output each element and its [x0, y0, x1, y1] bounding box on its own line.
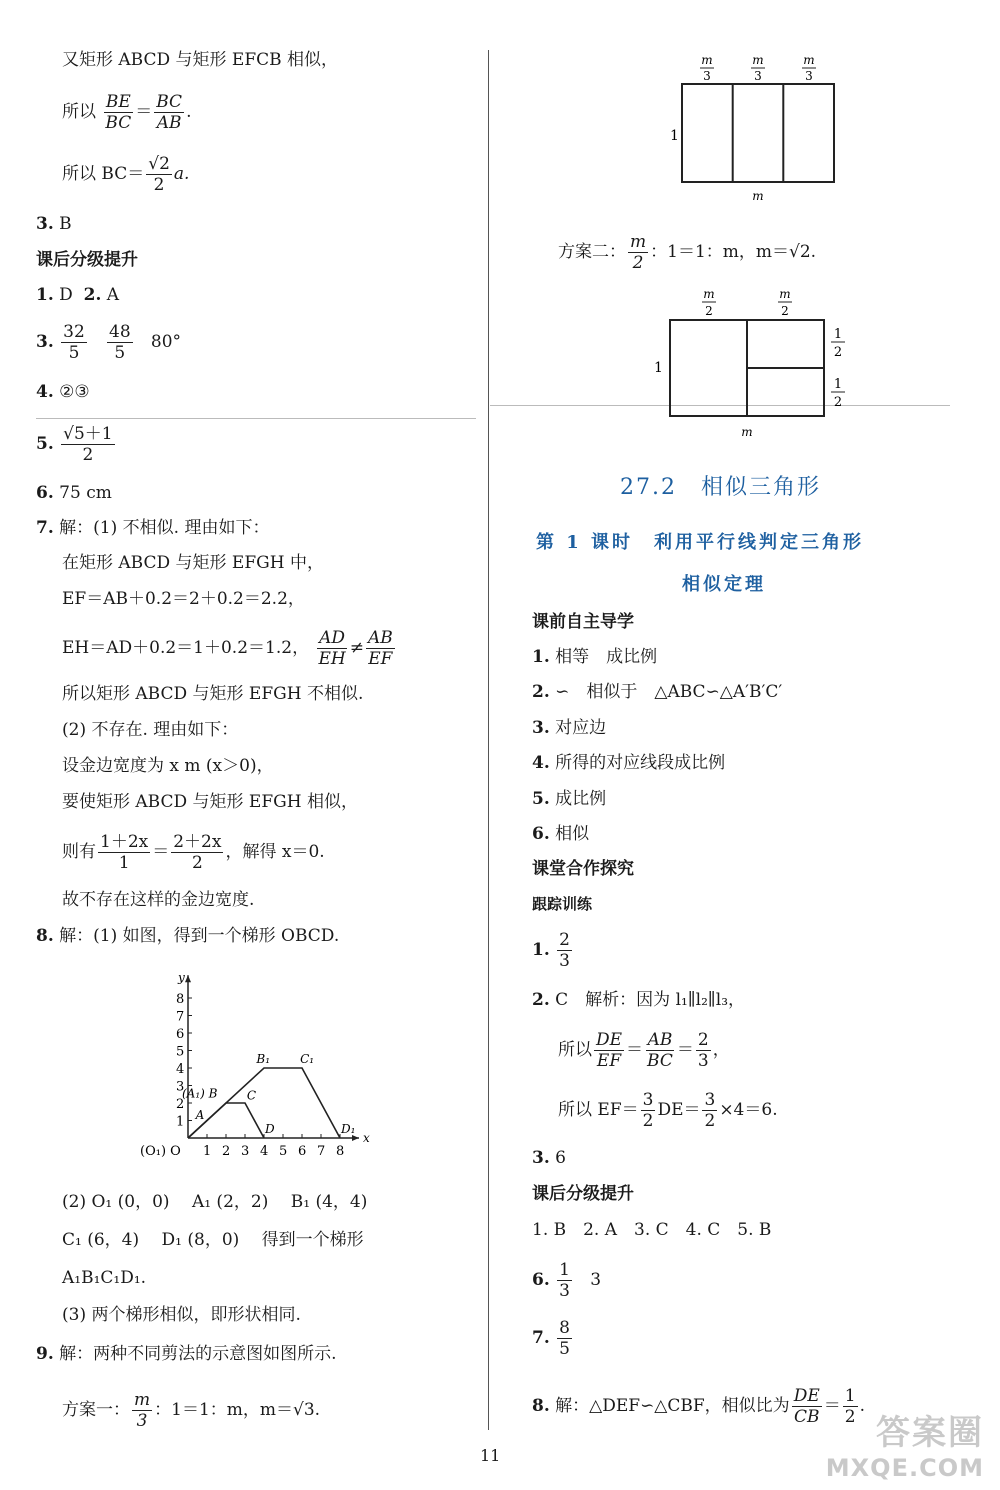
section-heading: 课后分级提升 [532, 1184, 634, 1204]
bottom-label: m [741, 425, 753, 439]
text: 则有 [62, 842, 96, 862]
y-tick-label: 4 [176, 1062, 185, 1077]
side-label: 1 [670, 128, 679, 144]
denominator: AB [156, 113, 182, 133]
text-line: 设金边宽度为 x m (x＞0)， [62, 756, 274, 776]
denominator: 1 [118, 853, 130, 873]
text: 6 [555, 1148, 566, 1168]
answer-4 [36, 380, 90, 404]
q-num: 6. [532, 824, 550, 844]
label-num: m [703, 287, 715, 301]
text: ×4＝6. [719, 1100, 778, 1120]
q-num: 6. [36, 483, 54, 503]
fraction [557, 930, 572, 971]
fraction [696, 1030, 711, 1071]
point-label-D: D [265, 1121, 275, 1136]
ratio-line: 所以 $\frac{BE}{BC}$ ＝ $\frac{BC}{AB}$ . [62, 92, 192, 133]
text: 成比例 [555, 789, 607, 809]
text-line: C₁ (6，4) D₁ (8，0) 得到一个梯形 [62, 1230, 364, 1250]
y-tick-label: 5 [176, 1044, 185, 1060]
side-label: 1 [654, 360, 663, 376]
x-tick-label: 5 [279, 1144, 288, 1159]
answer-3b [36, 322, 181, 363]
text: 方案二： [558, 242, 626, 262]
y-axis-label: y [178, 970, 185, 985]
denominator: EF [596, 1051, 622, 1071]
q-num: 6. [532, 1270, 550, 1290]
q-num: 3. [36, 332, 54, 352]
numerator: 2 [697, 1030, 709, 1050]
denominator: 2 [642, 1111, 654, 1131]
fraction [316, 628, 347, 669]
denominator: 2 [844, 1407, 856, 1427]
numerator: AB [647, 1030, 673, 1050]
numerator: 3 [642, 1090, 654, 1110]
denominator: 5 [114, 343, 126, 363]
numerator: 1＋2x [100, 832, 149, 852]
fraction [594, 1030, 624, 1071]
point-label-C1: C₁ [300, 1051, 315, 1066]
text: B [59, 214, 72, 234]
text: 解：(1) 不相似. 理由如下： [59, 518, 270, 538]
denominator: 2 [632, 253, 644, 273]
label-den: 3 [703, 69, 711, 83]
x-tick-label: 7 [317, 1144, 326, 1159]
q-num: 7. [36, 518, 54, 538]
pre-3 [532, 716, 606, 740]
text-line: 则有 $\frac{1+2x}{1}$ ＝ $\frac{2+2x}{2}$ ，解得 x＝0. [62, 832, 325, 873]
text: 解：(1) 如图，得到一个梯形 OBCD. [59, 926, 340, 946]
text: ②③ [59, 382, 90, 402]
text: 所得的对应线段成比例 [555, 753, 726, 773]
pre-6 [532, 822, 589, 846]
y-tick-label: 7 [176, 1009, 185, 1025]
text: 相似 [555, 824, 590, 844]
text-line: 故不存在这样的金边宽度. [62, 890, 255, 910]
fraction [146, 154, 172, 195]
text: C 解析：因为 l₁∥l₂∥l₃， [555, 990, 746, 1010]
q-num: 1. [532, 647, 550, 667]
text: 所以 [62, 102, 96, 122]
fraction [366, 628, 395, 669]
label-num: 1 [833, 377, 843, 392]
numerator: BE [105, 92, 131, 112]
trapezoid-O1B1C1D1 [188, 1068, 340, 1138]
pre-4 [532, 751, 725, 775]
numerator: m [134, 1390, 151, 1410]
watermark [826, 1405, 984, 1482]
x-tick-label: 4 [260, 1144, 269, 1159]
numerator: AB [367, 628, 393, 648]
text-line: 所以矩形 ABCD 与矩形 EFGH 不相似. [62, 684, 364, 704]
text: ：1＝1：m，m＝√3. [154, 1400, 321, 1420]
fraction [645, 1030, 675, 1071]
fraction [702, 1090, 717, 1131]
numerator: m [630, 232, 647, 252]
fraction [628, 232, 648, 273]
text: 所以 [558, 1040, 592, 1060]
answer-8 [36, 924, 339, 948]
y-tick-label: 1 [176, 1114, 185, 1130]
q-num: 5. [36, 434, 54, 454]
y-tick-label: 6 [176, 1027, 185, 1042]
after-8 [532, 1386, 865, 1427]
text: 方案一： [62, 1400, 130, 1420]
label-den: 2 [705, 304, 713, 318]
page-number: 11 [480, 1446, 501, 1465]
section-heading: 课前自主导学 [532, 612, 634, 632]
numerator: DE [793, 1386, 820, 1406]
numerator: AD [319, 628, 346, 648]
q-num: 3. [532, 1148, 550, 1168]
numerator: BC [156, 92, 183, 112]
column-divider [488, 50, 489, 1430]
text: . [859, 1396, 865, 1416]
x-tick-label: 3 [241, 1144, 250, 1159]
after-6 [532, 1260, 601, 1301]
answer-6 [36, 481, 112, 505]
text: 3 [590, 1270, 602, 1290]
fraction [61, 424, 114, 465]
q-num: 1. [36, 285, 54, 305]
text-line: (2) O₁ (0，0) A₁ (2，2) B₁ (4，4) [62, 1192, 368, 1212]
track-2 [532, 988, 745, 1012]
numerator: 32 [63, 322, 85, 342]
denominator: 2 [82, 445, 94, 465]
x-tick-label: 1 [203, 1144, 212, 1159]
x-axis-label: x [363, 1131, 370, 1145]
label-den: 2 [833, 345, 843, 360]
denominator: BC [647, 1051, 673, 1071]
point-label-C: C [246, 1088, 257, 1103]
watermark-line: MXQE.COM [825, 1454, 984, 1482]
section-title: 27.2 相似三角形 [620, 475, 821, 500]
denominator: 2 [704, 1111, 716, 1131]
text: 80° [150, 332, 182, 352]
plan-two-diagram [642, 284, 882, 444]
text: ，解得 x＝0. [225, 842, 325, 862]
x-axis-arrow [352, 1135, 359, 1141]
q-num: 2. [532, 682, 550, 702]
text: a. [173, 164, 190, 184]
denominator: BC [105, 113, 132, 133]
answer-7 [36, 516, 269, 540]
q-num: 2. [532, 990, 550, 1010]
text: ：1＝1：m，m＝√2. [650, 242, 817, 262]
text: EH＝AD＋0.2＝1＋0.2＝1.2， [62, 638, 310, 658]
lesson-title: 第 1 课时 利用平行线判定三角形 [536, 532, 865, 553]
x-tick-label: 6 [298, 1144, 307, 1159]
track-1 [532, 930, 574, 971]
q-num: 8. [532, 1396, 550, 1416]
top-label [700, 53, 816, 83]
q-num: 8. [36, 926, 54, 946]
pre-5 [532, 787, 606, 811]
y-tick-label: 3 [176, 1079, 185, 1095]
result-line [62, 154, 189, 195]
fraction [132, 1390, 152, 1431]
plan-two [558, 232, 816, 273]
text: 所以 BC＝ [62, 164, 145, 184]
text-line: A₁B₁C₁D₁. [62, 1268, 147, 1288]
denominator: 2 [191, 853, 203, 873]
text-line: 所以 $\frac{DE}{EF}$ ＝ $\frac{AB}{BC}$ ＝ $\frac{2}{3}$ ， [558, 1030, 730, 1071]
fraction [103, 92, 133, 133]
q-num: 3. [36, 214, 54, 234]
denominator: 5 [559, 1339, 570, 1359]
numerator: 2 [559, 930, 570, 950]
y-tick-label: 8 [176, 992, 185, 1007]
label-den: 2 [781, 304, 789, 318]
text-line: EF＝AB＋0.2＝2＋0.2＝2.2， [62, 589, 305, 609]
text: ∽ 相似于 △ABC∽△A′B′C′ [555, 682, 783, 702]
section-heading: 课后分级提升 [36, 250, 138, 270]
sub-heading: 跟踪训练 [532, 895, 593, 913]
pre-1 [532, 645, 657, 669]
label-num: m [779, 287, 791, 301]
label-num: m [701, 53, 713, 67]
answer-1-2 [36, 283, 119, 307]
numerator: DE [596, 1030, 623, 1050]
q-num: 5. [532, 789, 550, 809]
text: DE＝ [657, 1100, 701, 1120]
denominator: 3 [559, 951, 570, 971]
denominator: 5 [68, 343, 80, 363]
y-tick-label: 2 [176, 1097, 185, 1112]
origin-label: (O₁) O [140, 1144, 181, 1159]
text-line [558, 1090, 778, 1131]
q-num: 1. [532, 940, 550, 960]
text: 所以 EF＝ [558, 1100, 639, 1120]
after-7 [532, 1318, 574, 1359]
y-axis-arrow [185, 975, 191, 982]
fraction [154, 92, 184, 133]
point-label-D1: D₁ [341, 1121, 356, 1136]
label-den: 2 [833, 395, 843, 410]
q-num: 9. [36, 1344, 54, 1364]
q-num: 7. [532, 1328, 550, 1348]
fraction [107, 322, 133, 363]
text-line: 要使矩形 ABCD 与矩形 EFGH 相似， [62, 792, 358, 812]
label-num: m [752, 53, 764, 67]
bottom-label: m [752, 189, 764, 203]
text: 相等 成比例 [555, 647, 658, 667]
text-line: 在矩形 ABCD 与矩形 EFGH 中， [62, 553, 324, 573]
numerator: 2＋2x [173, 832, 222, 852]
text-line: (3) 两个梯形相似，即形状相同. [62, 1305, 301, 1325]
section-heading: 课堂合作探究 [532, 859, 634, 879]
text-line: (2) 不存在. 理由如下： [62, 720, 239, 740]
denominator: CB [793, 1407, 820, 1427]
answer-3 [36, 212, 72, 236]
numerator: √2 [148, 154, 170, 174]
label-den: 3 [805, 69, 813, 83]
trapezoid-graph [140, 960, 380, 1160]
fraction [792, 1386, 822, 1427]
text-line: 又矩形 ABCD 与矩形 EFCB 相似， [62, 50, 339, 70]
label-num: m [803, 53, 815, 67]
numerator: 3 [704, 1090, 716, 1110]
numerator: √5＋1 [63, 424, 113, 444]
denominator: 2 [153, 175, 165, 195]
fraction [171, 832, 223, 873]
x-tick-label: 8 [336, 1144, 345, 1159]
plan-one-diagram [662, 50, 862, 210]
text: ＝ [823, 1396, 841, 1416]
watermark-line: 答案圈 [876, 1413, 984, 1453]
track-3 [532, 1146, 566, 1170]
after-1-5: 1. B 2. A 3. C 4. C 5. B [532, 1220, 772, 1240]
x-tick-label: 2 [222, 1144, 231, 1159]
q-num: 3. [532, 718, 550, 738]
pre-2 [532, 680, 782, 704]
point-label-A: A [195, 1107, 205, 1122]
lesson-title-cont: 相似定理 [682, 574, 766, 595]
text: 解：△DEF∽△CBF，相似比为 [555, 1396, 790, 1416]
text: 对应边 [555, 718, 607, 738]
label-num: 1 [833, 327, 843, 342]
answer-5 [36, 424, 117, 465]
denominator: 3 [136, 1411, 148, 1431]
label-den: 3 [754, 69, 762, 83]
fraction [557, 1260, 572, 1301]
q-num: 4. [36, 382, 54, 402]
q-num: 4. [532, 753, 550, 773]
text: 75 cm [59, 483, 112, 503]
text-line: EH＝AD＋0.2＝1＋0.2＝1.2， $\frac{AD}{EH}$ ≠ $\frac{AB}{EF}$ [62, 628, 393, 669]
denominator: 3 [697, 1051, 709, 1071]
numerator: 8 [559, 1318, 570, 1338]
plan-one [62, 1390, 320, 1431]
q-num: 2. [83, 285, 102, 305]
fraction [98, 832, 150, 873]
rectangle [682, 84, 834, 182]
fraction [641, 1090, 656, 1131]
denominator: EH [318, 649, 346, 669]
point-label-A1B: (A₁) B [182, 1086, 218, 1101]
denominator: 3 [559, 1281, 570, 1301]
point-label-B1: B₁ [256, 1051, 271, 1066]
answer-9 [36, 1342, 337, 1366]
numerator: 48 [109, 322, 131, 342]
text: A [106, 285, 120, 305]
numerator: 1 [559, 1260, 570, 1280]
text: 解：两种不同剪法的示意图如图所示. [59, 1344, 337, 1364]
fraction [557, 1318, 572, 1359]
text: D [59, 285, 73, 305]
numerator: 1 [844, 1386, 856, 1406]
denominator: EF [368, 649, 393, 669]
scan-artifact-line [36, 418, 476, 419]
fraction [61, 322, 87, 363]
